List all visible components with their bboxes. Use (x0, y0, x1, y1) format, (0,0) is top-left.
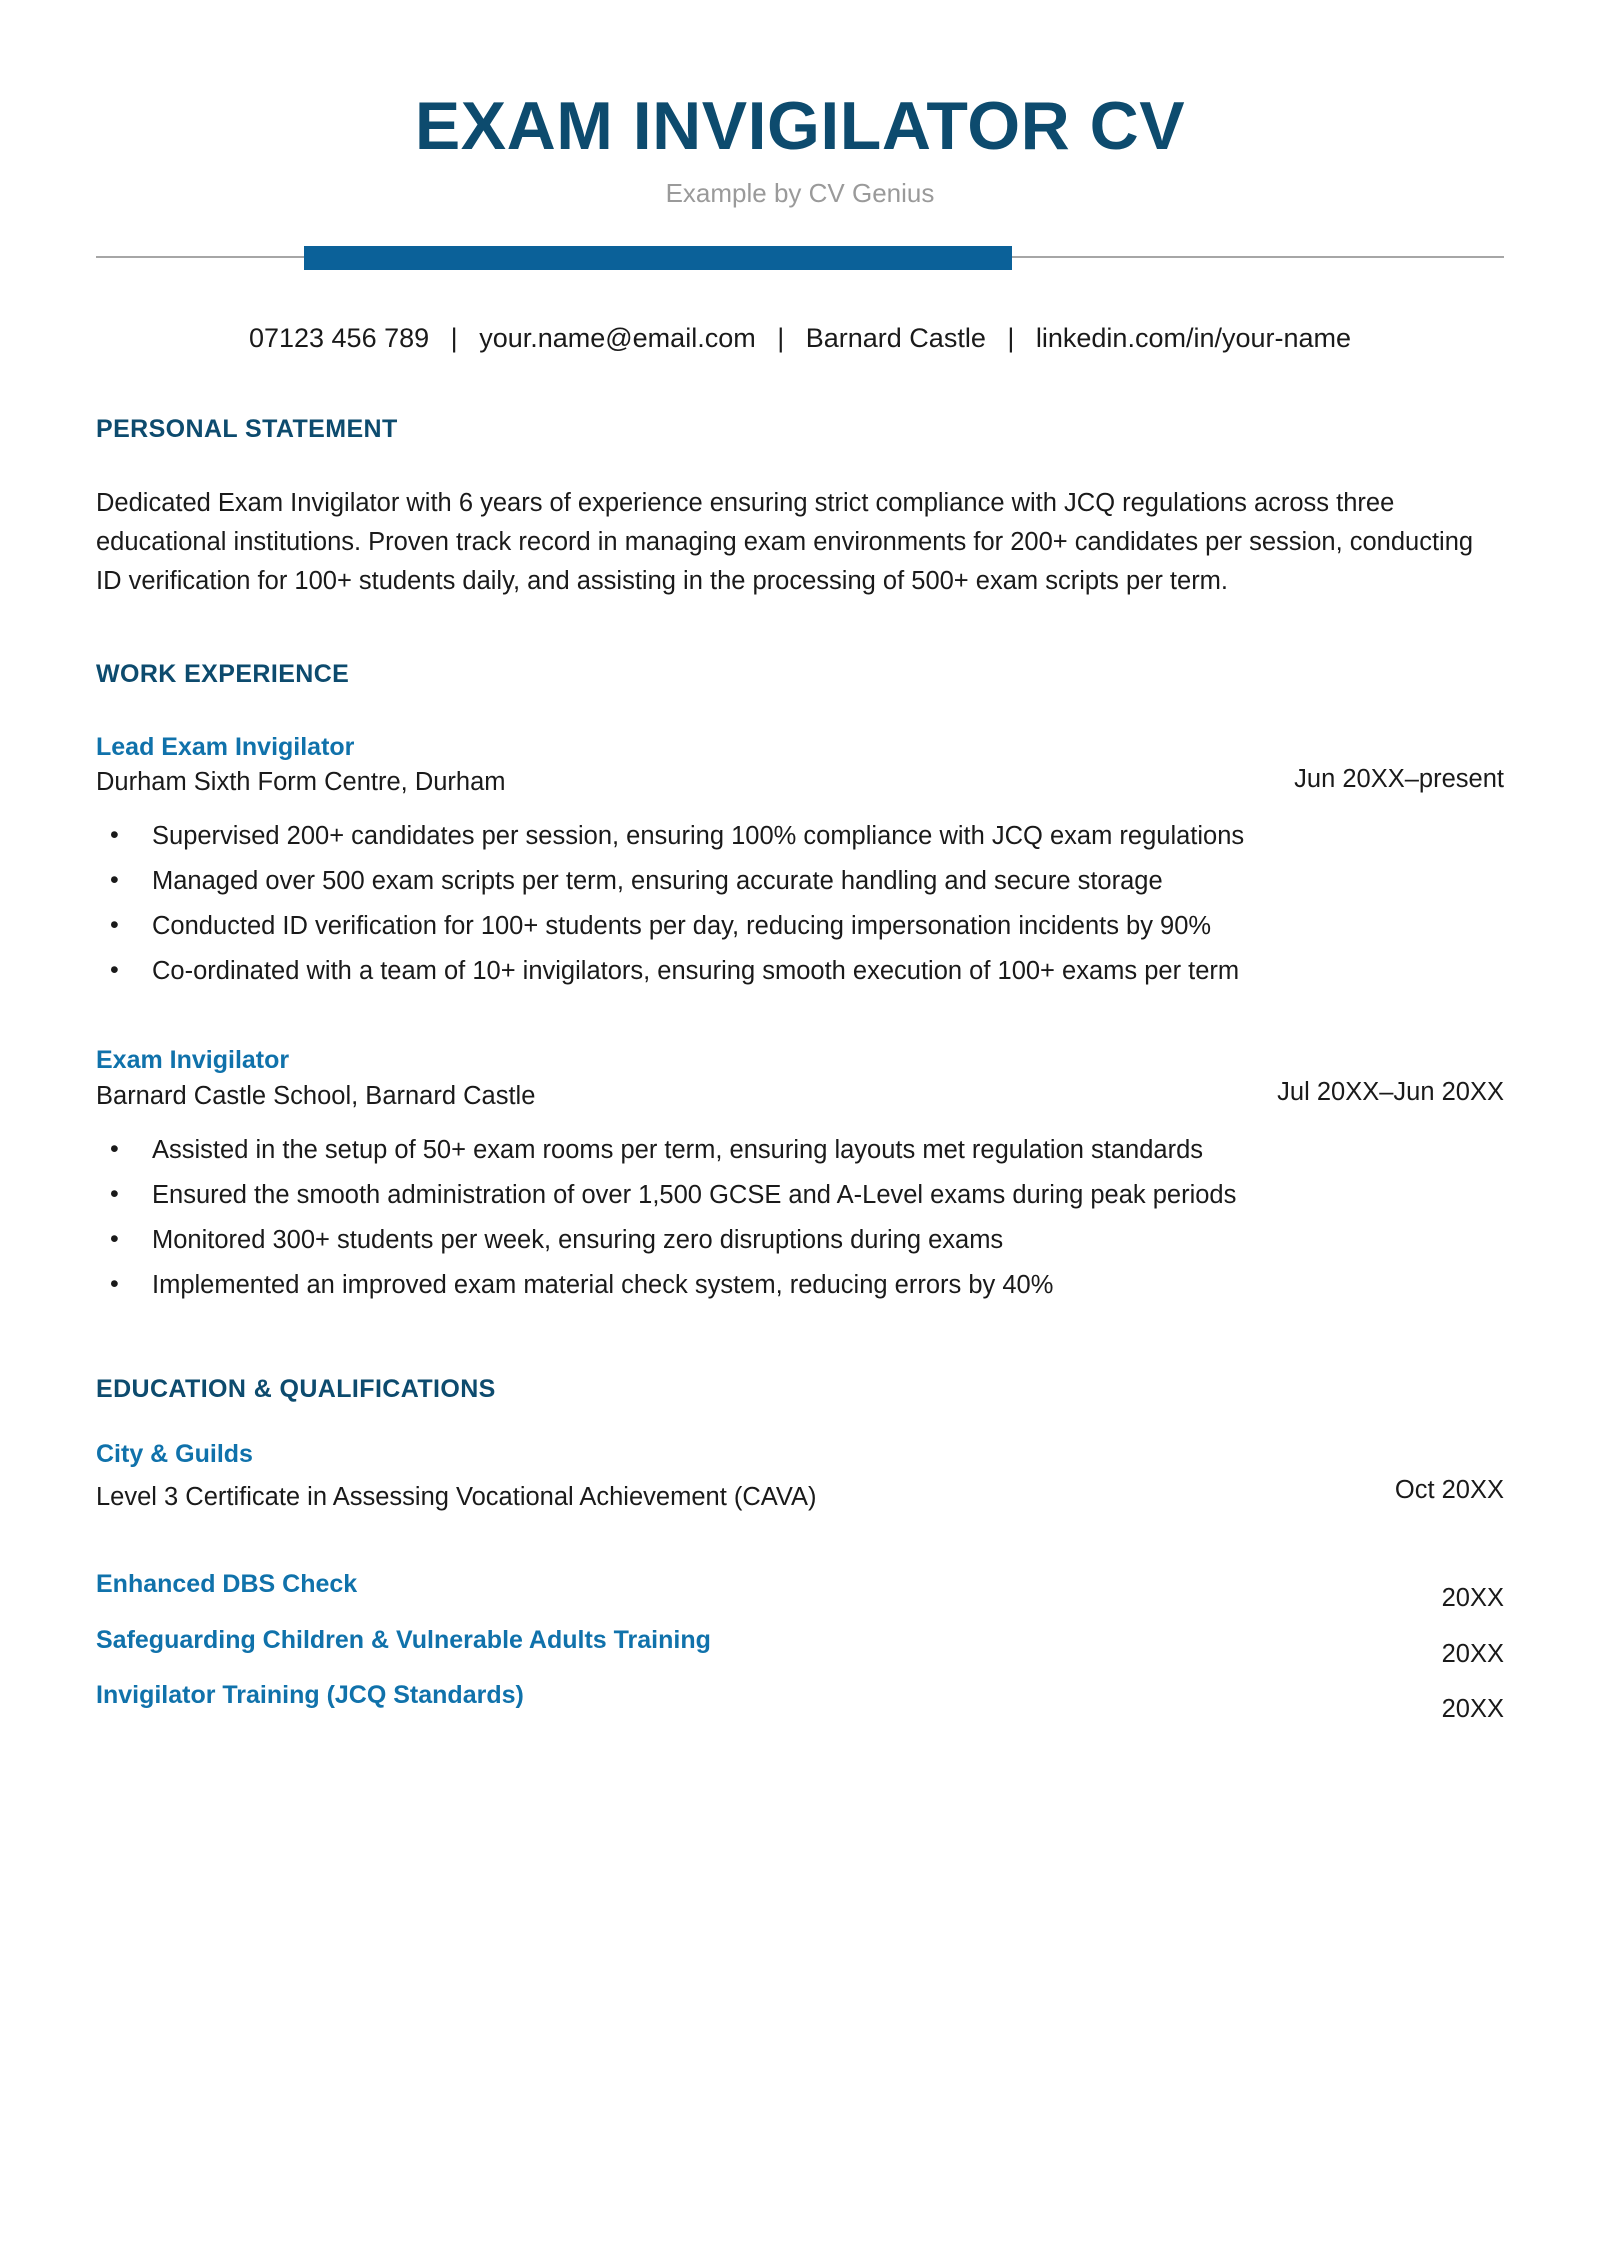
certification-date: 20XX (1441, 1695, 1504, 1724)
work-entry-header (96, 731, 1504, 800)
work-entry-title: Lead Exam Invigilator (96, 732, 355, 761)
work-entry (96, 1044, 1504, 1304)
certification-date: 20XX (1441, 1583, 1504, 1612)
section-personal-statement (96, 414, 1504, 600)
work-entry-header (96, 1044, 1504, 1113)
contact-linkedin: linkedin.com/in/your-name (1035, 323, 1352, 354)
contact-phone: 07123 456 789 (248, 323, 430, 354)
education-entry-info (96, 1438, 1395, 1515)
certification-row (96, 1624, 1504, 1668)
contact-email: your.name@email.com (479, 323, 756, 354)
certification-row (96, 1568, 1504, 1612)
work-entry-date: Jun 20XX–present (1294, 764, 1504, 793)
section-heading-work-experience: WORK EXPERIENCE (96, 659, 350, 688)
divider-accent-bar (304, 246, 1012, 270)
education-entry-detail: Level 3 Certificate in Assessing Vocational Achievement (CAVA) (96, 1483, 817, 1512)
work-entry-title: Exam Invigilator (96, 1046, 290, 1075)
work-entry-bullets (96, 817, 1504, 990)
certification-date: 20XX (1441, 1639, 1504, 1668)
cv-header (96, 0, 1504, 209)
page-subtitle: Example by CV Genius (665, 178, 935, 208)
section-education (96, 1374, 1504, 1724)
work-entry (96, 731, 1504, 991)
certification-name: Invigilator Training (JCQ Standards) (96, 1681, 524, 1710)
certification-list (96, 1568, 1504, 1724)
contact-separator-2: | (777, 323, 785, 354)
contact-separator-1: | (450, 323, 458, 354)
education-entry (96, 1438, 1504, 1515)
personal-statement-text: Dedicated Exam Invigilator with 6 years of experience ensuring strict compliance with JCQ regulations across three educational institutions. Proven track record in managing exam environments for 200+ candidates per session, conducting ID verification for 100+ students daily, and assisting in the processing of 500+ exam scripts per term. (96, 489, 1474, 595)
list-item: • Conducted ID verification for 100+ students per day, reducing impersonation incidents by 90% (96, 907, 1504, 946)
certification-name: Safeguarding Children & Vulnerable Adults Training (96, 1625, 711, 1654)
education-entry-title: City & Guilds (96, 1440, 253, 1469)
section-heading-education: EDUCATION & QUALIFICATIONS (96, 1375, 496, 1404)
header-divider (96, 239, 1504, 275)
section-heading-personal-statement: PERSONAL STATEMENT (96, 415, 398, 444)
education-entry-date: Oct 20XX (1394, 1476, 1504, 1505)
list-item: • Implemented an improved exam material check system, reducing errors by 40% (96, 1266, 1504, 1305)
work-entry-info (96, 731, 1294, 800)
page-title: EXAM INVIGILATOR CV (414, 88, 1186, 164)
section-work-experience (96, 659, 1504, 1305)
list-item: • Ensured the smooth administration of over 1,500 GCSE and A-Level exams during peak periods (96, 1176, 1504, 1215)
work-entry-bullets (96, 1131, 1504, 1304)
list-item: • Assisted in the setup of 50+ exam rooms per term, ensuring layouts met regulation standards (96, 1131, 1504, 1170)
certification-name: Enhanced DBS Check (96, 1569, 358, 1598)
contact-location: Barnard Castle (805, 323, 986, 354)
education-entry-row (96, 1438, 1504, 1515)
contact-separator-3: | (1007, 323, 1015, 354)
work-entry-info (96, 1044, 1277, 1113)
list-item: • Managed over 500 exam scripts per term, ensuring accurate handling and secure storage (96, 862, 1504, 901)
list-item: • Co-ordinated with a team of 10+ invigilators, ensuring smooth execution of 100+ exams per term (96, 952, 1504, 991)
list-item: • Monitored 300+ students per week, ensuring zero disruptions during exams (96, 1221, 1504, 1260)
contact-line (96, 321, 1504, 356)
certification-row (96, 1679, 1504, 1724)
work-entry-organisation: Barnard Castle School, Barnard Castle (96, 1081, 536, 1110)
work-entry-date: Jul 20XX–Jun 20XX (1277, 1078, 1504, 1107)
work-entry-organisation: Durham Sixth Form Centre, Durham (96, 768, 506, 797)
list-item: • Supervised 200+ candidates per session, ensuring 100% compliance with JCQ exam regulations (96, 817, 1504, 856)
